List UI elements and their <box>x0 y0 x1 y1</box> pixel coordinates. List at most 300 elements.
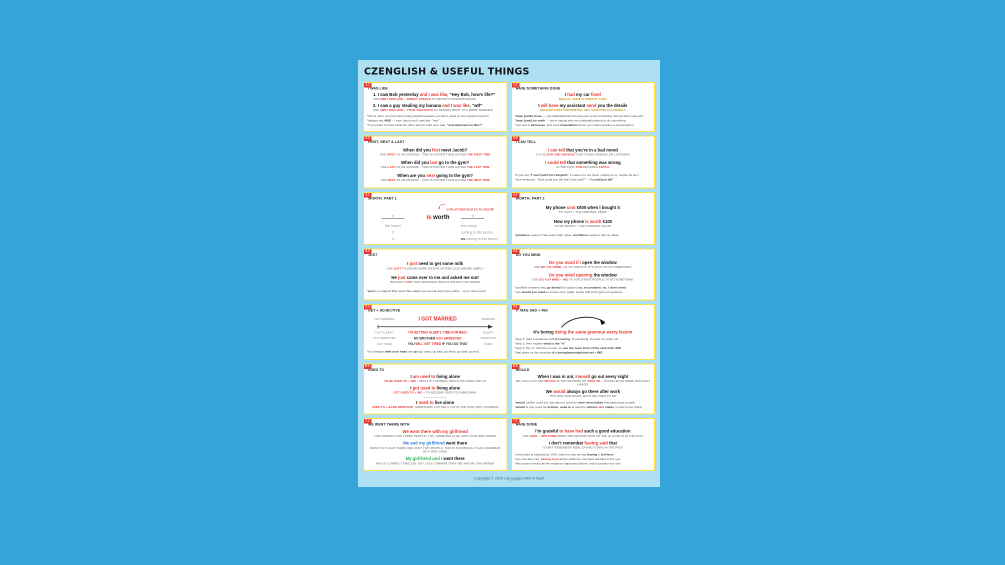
text-segment: means it has super high value, <box>529 233 574 238</box>
text-segment: + <box>403 98 407 102</box>
text-segment: WOULD <box>544 379 556 383</box>
text-segment: Do you mind if I <box>549 260 581 266</box>
example <box>515 205 651 215</box>
example <box>515 329 651 334</box>
worth-subject-cell <box>369 237 417 241</box>
box-we-went-there-with <box>363 418 507 471</box>
text-segment: It’s boring <box>533 329 555 335</box>
text-segment: USE <box>534 266 541 270</box>
text-segment: going to the gym? <box>435 172 474 178</box>
text-segment: + <box>403 108 407 112</box>
text-segment: + <box>537 434 541 438</box>
text-segment: that something was wrong <box>565 160 621 165</box>
text-segment: * <box>367 289 369 293</box>
example-sentence <box>515 273 651 278</box>
text-segment: , and even <box>545 123 561 128</box>
text-segment: would <box>553 388 566 394</box>
worth-subject-cell <box>369 215 417 220</box>
text-segment: IN THE PAST <box>556 166 576 170</box>
text-segment: My phone <box>545 204 567 210</box>
text-segment: DIRECT SPEECH <box>406 98 431 102</box>
text-segment: no, no problem <box>578 285 601 290</box>
text-segment: the window <box>592 272 617 278</box>
worth-annotation <box>369 202 501 211</box>
footnotes <box>515 286 651 295</box>
text-segment: use the noun form of the verb with -ING <box>562 346 622 350</box>
text-segment: THIS IS ‘CORRECT ENGLISH’ BUT LESS COMMON THAN ‘ME AND MY GIRLFRIEND’ <box>375 462 495 466</box>
text-segment: always go there after work <box>565 388 621 394</box>
text-segment: that <box>607 440 617 446</box>
text-segment: ING <box>562 278 569 282</box>
curved-arrow <box>515 315 651 329</box>
text-segment: it <box>392 230 394 235</box>
box-number-tag: 5.2 <box>513 304 518 309</box>
example-sentence <box>515 429 651 434</box>
text-segment: THE NEXT TIME <box>467 178 490 182</box>
example-sentence <box>367 386 503 391</box>
example <box>367 275 503 285</box>
box-header: DO YOU MIND <box>515 253 541 257</box>
worth-object-cell <box>459 215 501 220</box>
text-segment: meet Jacob? <box>440 147 468 153</box>
example-sentence <box>515 92 651 97</box>
box-i-was-like <box>363 82 507 132</box>
text-segment: *can use in <box>514 123 531 128</box>
text-segment: I <box>564 91 568 97</box>
example-caption <box>373 109 503 113</box>
box-have-done <box>511 418 655 471</box>
box-content <box>367 427 503 468</box>
text-segment: We went there with my girlfriend <box>402 428 468 434</box>
footnotes <box>515 401 651 410</box>
text-segment: send <box>586 102 597 108</box>
text-segment: living alone <box>435 374 460 380</box>
text-segment: USED TO <box>587 379 601 383</box>
text-segment: I <box>410 374 413 380</box>
text-segment: → we’re saying who we told/paid/ordered to do something <box>545 119 626 123</box>
text-segment: (have your team prepare a presentation) <box>577 123 634 128</box>
text-segment: He <box>391 274 399 280</box>
box-header: WE WENT THERE WITH <box>368 423 410 427</box>
text-segment: having seen <box>540 457 559 461</box>
scale-endpoint-label: NOT ARRESTED <box>373 337 396 341</box>
box-content <box>515 91 651 129</box>
example-caption <box>515 153 651 157</box>
text-segment: DO YOU MIND <box>539 278 560 282</box>
text-segment: this lesson <box>384 224 402 228</box>
curved-arrow-icon <box>555 315 610 329</box>
text-segment: NECHAL JSEM SI OPRAVIT AUTO <box>558 98 607 102</box>
text-segment: *possible answers: <box>514 285 542 290</box>
text-segment: is a magical filler word that makes you sound way more native – try to use it a lot! <box>373 289 486 293</box>
text-segment: , <box>558 405 560 410</box>
text-segment: I’M GETTING SLEEPY, TIME FOR BED! <box>408 331 467 335</box>
text-segment: (for actions) <box>560 285 579 290</box>
text-segment: 2. I saw a guy stealing my banana <box>373 102 443 108</box>
text-segment: imperatives <box>560 123 578 128</box>
example <box>515 389 651 399</box>
text-segment: THE FIRST TIME <box>467 153 491 157</box>
example-caption <box>515 225 651 229</box>
example-caption <box>367 380 503 384</box>
text-segment: it <box>392 237 394 241</box>
example-sentence <box>367 147 503 152</box>
text-segment: is worth <box>585 218 602 224</box>
example <box>515 219 651 229</box>
footnotes <box>515 174 651 183</box>
text-segment: *if you say <box>514 173 530 178</box>
text-segment: opening <box>575 272 593 278</box>
text-segment: “I could just tell” <box>589 178 614 182</box>
text-segment: TO BE USED TO + ING <box>384 380 416 384</box>
text-segment: GOT ARRESTED <box>436 336 462 341</box>
example-sentence <box>367 441 503 446</box>
example-sentence <box>367 374 503 379</box>
text-segment: would <box>577 373 591 379</box>
example-sentence <box>515 205 651 210</box>
text-segment: it’s boring <box>555 337 571 341</box>
text-segment: need to get some milk <box>417 261 463 267</box>
example-sentence <box>515 440 651 445</box>
copyright-line: Copyright © 2020 Languages With A Twist <box>473 476 545 481</box>
text-segment: it’s boring/amazing/nice/sad + ING <box>552 350 603 355</box>
box-worth-part-1 <box>363 192 507 245</box>
box-content <box>515 201 651 242</box>
example-caption <box>373 98 503 102</box>
text-segment: it <box>471 214 474 218</box>
text-segment: worthless <box>573 233 588 238</box>
text-segment: (go crazy, go bald, go blind, go deaf, go red) <box>417 349 479 354</box>
text-segment: no, I don’t mind <box>602 285 626 290</box>
box-number-tag: 2.2 <box>513 136 518 140</box>
text-segment: I GOT MARRIED <box>418 316 457 323</box>
box-worth-part-2 <box>511 192 655 245</box>
text-segment: + <box>559 278 563 282</box>
text-segment: such a good education <box>582 428 631 434</box>
example <box>367 456 503 466</box>
example <box>367 160 503 170</box>
example-caption <box>367 435 503 439</box>
worth-table <box>369 212 501 241</box>
footnotes <box>515 115 651 128</box>
box-number-tag: 2.1 <box>365 136 370 140</box>
text-segment: *step 3: the “it” must be a noun, so <box>514 346 563 350</box>
text-segment: USE <box>380 166 388 170</box>
text-segment: that you’re in a bad mood <box>564 147 618 153</box>
text-segment: go <box>413 349 418 354</box>
boxes-grid <box>363 82 655 471</box>
text-segment: JUST FROM LOOKING OR LISTENING <box>575 153 630 157</box>
box-content <box>515 258 651 298</box>
text-segment: ; SOMETHING YOU DID A LOT IN THE PAST, NOT ANYMORE <box>412 406 499 410</box>
text-segment: BECOMES <box>582 166 599 170</box>
footnote <box>367 289 503 293</box>
box-its-sad-ing <box>511 304 655 360</box>
text-segment: “I can’t tell if he’s English” <box>529 173 569 178</box>
text-segment: my car <box>574 91 591 97</box>
footnote <box>515 290 651 294</box>
example <box>515 273 651 283</box>
text-segment: NOW IT IS CLEAR THERE ARE ONLY TWO PEOPLE, THIS IS TECHNICALLY BAD GRAMMAR BUT VERY USED <box>369 446 501 454</box>
text-segment: got used to <box>412 385 436 391</box>
example-sentence <box>367 400 503 405</box>
box-header: JUST <box>368 253 378 257</box>
text-segment: used to <box>559 405 571 410</box>
text-segment: YOU <box>407 342 416 347</box>
scale-arrow <box>368 324 502 329</box>
text-segment: it means it’s not clear, maybe he is, maybe he isn’t <box>568 173 639 178</box>
text-segment: would you mind <box>521 290 546 294</box>
example-sentence <box>515 219 651 224</box>
text-segment: – SAYING WHAT WERE OUR PAST HABITS <box>577 379 651 387</box>
text-segment: IT IS <box>535 153 544 157</box>
text-segment: USED TO + BARE INFINITIVE <box>371 406 413 410</box>
text-segment: just <box>409 261 418 267</box>
text-segment: AS AN ADVERB – THIS IS FASTER THAN SAYING <box>395 166 468 170</box>
box-content <box>367 145 503 186</box>
box-content <box>367 373 503 412</box>
box-header: I CAN TELL <box>515 140 536 144</box>
text-segment: would <box>515 405 525 410</box>
example-caption <box>515 395 651 399</box>
text-segment: *for changes <box>367 349 386 354</box>
curved-arrow-icon <box>437 202 445 211</box>
footnote <box>367 350 503 354</box>
box-i-can-tell <box>511 136 655 189</box>
example-sentence <box>515 147 651 152</box>
text-segment: WILL GET TIRED <box>415 342 442 347</box>
text-segment: short-term habits <box>577 401 604 405</box>
example <box>367 441 503 455</box>
box-header: FIRST, NEXT & LAST <box>368 140 405 144</box>
poster <box>358 60 660 487</box>
text-segment: am used to <box>412 374 436 380</box>
footnote <box>515 406 651 410</box>
text-segment: it <box>392 214 394 218</box>
scale-row-sentence <box>401 331 474 335</box>
text-segment: = WHAT IS A NORMAL REGULAR THING FOR US <box>415 380 487 384</box>
poster-title: CZENGLISH & USEFUL THINGS <box>364 66 530 77</box>
text-segment: GET USED TO + ING <box>393 391 423 395</box>
text-segment: used to <box>418 400 434 406</box>
example <box>515 374 651 388</box>
section-divider <box>424 397 447 398</box>
text-segment: I DON’T REMEMBER NOW, SAYING IT WAS IN THE PAST <box>542 446 624 450</box>
text-segment: CAN <box>575 166 583 170</box>
scale-endpoint-label: SLEEPY <box>482 331 494 335</box>
text-segment: When did you <box>403 147 433 153</box>
text-segment: is only used for <box>524 405 548 410</box>
text-segment: live alone <box>433 400 455 406</box>
text-segment: the money <box>461 224 477 228</box>
box-used-to <box>363 364 507 415</box>
text-segment: no, go ahead <box>541 285 561 290</box>
box-header: HAVE SOMETHING DONE <box>515 87 561 91</box>
text-segment: AS AN ADVERB – THIS IS FASTER THAN SAYING <box>395 178 468 182</box>
text-segment: would <box>515 401 525 405</box>
text-segment: THE LAST TIME <box>467 166 490 170</box>
example-caption <box>367 267 503 271</box>
text-segment: I’m grateful <box>535 428 560 434</box>
text-segment: IF <box>564 266 568 270</box>
text-segment: have [smth] done <box>515 114 542 119</box>
example <box>367 261 503 271</box>
text-segment: JUST <box>393 267 402 271</box>
text-segment: , “Hey Bob, how’s life?” <box>447 91 496 97</box>
example-sentence <box>373 92 503 97</box>
box-header: WORTH: PART 1 <box>368 197 397 201</box>
text-segment: USE <box>532 278 540 282</box>
box-number-tag: 6.1 <box>365 364 370 368</box>
worth-subject-cell <box>369 224 417 228</box>
example <box>515 160 651 170</box>
text-segment: CLEAR AND OBVIOUS <box>543 153 576 157</box>
text-segment: TO SOUND MORE NATIVE, IN THIS CASE MEANS SIMPLY <box>401 267 484 271</box>
footnotes <box>367 289 503 293</box>
example <box>367 386 503 396</box>
text-segment: JUST <box>404 280 413 284</box>
text-segment: I don’t remember <box>548 440 585 446</box>
text-segment: TO REPORT WHAT YOU WERE THINKING <box>432 108 493 112</box>
example <box>515 147 651 157</box>
box-header: I WAS LIKE <box>368 87 388 91</box>
text-segment: * <box>514 405 516 410</box>
box-content <box>367 258 503 298</box>
example-caption <box>367 179 503 183</box>
worth-diagram <box>367 202 503 241</box>
text-segment: USE <box>373 98 380 102</box>
example <box>367 173 503 183</box>
text-segment: first <box>432 147 441 153</box>
example-caption <box>515 98 651 102</box>
get-adjective-scale <box>367 317 503 347</box>
box-content <box>515 373 651 412</box>
text-segment: cost <box>566 204 576 210</box>
text-segment: USE <box>380 178 388 182</box>
worth-object-cell <box>459 237 501 241</box>
box-number-tag: 5.1 <box>365 304 370 309</box>
text-segment: USE <box>522 434 530 438</box>
text-segment: My girlfriend and I <box>405 456 443 462</box>
example-sentence <box>515 389 651 394</box>
text-segment: *use <box>514 290 522 294</box>
text-segment: coming to this lesson <box>465 237 498 241</box>
box-content <box>367 91 503 129</box>
text-segment: is <box>426 213 432 221</box>
text-segment: , <box>600 285 603 290</box>
text-segment: THIS SENTENCE WOULD SOUND A BIT WEIRD <box>412 280 481 284</box>
example-sentence <box>515 260 651 265</box>
text-segment: *step 2: then explain <box>514 341 544 346</box>
text-segment: *that gives us the structure <box>514 350 553 355</box>
example-caption <box>367 166 503 170</box>
text-segment: MY BROTHER <box>413 336 437 341</box>
text-segment: (unlike ‘used to’) can also be used for <box>524 401 578 405</box>
text-segment: I <box>538 102 541 108</box>
box-header: WORTH: PART 2 <box>515 197 545 201</box>
text-segment: , it’s amazing, it’s sad, it’s scary etc <box>570 337 619 341</box>
text-segment: *step 1: start a sentence with <box>514 337 556 341</box>
box-get-adjective <box>363 304 507 360</box>
text-segment: living alone <box>435 385 461 391</box>
text-segment: USE <box>373 108 380 112</box>
text-segment: *this is more common than using say/tell because you don’t need to use reported speech <box>367 114 489 119</box>
text-segment: doing the same grammar every lesson <box>554 329 633 335</box>
worth-object-cell <box>459 231 501 235</box>
example-sentence <box>367 275 503 280</box>
text-segment: DO YOU MIND <box>540 266 562 270</box>
text-segment: came over to me and asked me out! <box>405 274 479 280</box>
scale-endpoint-label: NOT MARRIED <box>374 317 395 321</box>
text-segment: have [smb] do smth <box>515 119 546 123</box>
text-segment: When did you <box>401 160 431 166</box>
text-segment: went there <box>444 440 468 446</box>
example-caption <box>515 266 651 270</box>
scale-endpoint-label: NOT TIRED <box>376 342 393 346</box>
text-segment: THIS WAS OUR HABIT, WHAT WE USED TO DO <box>549 394 617 398</box>
example-caption <box>515 380 651 388</box>
example-sentence <box>367 261 503 266</box>
box-header: IT WAS SAD + ING <box>515 309 548 313</box>
text-segment: last <box>430 160 438 166</box>
scale-endpoint-label: ARRESTED <box>480 337 497 341</box>
text-segment: IN THE MEANING OF <box>555 379 588 383</box>
text-segment: When are you <box>397 172 427 178</box>
box-would <box>511 364 655 415</box>
text-segment: having said <box>584 440 608 446</box>
text-segment: → you told/paid/ordered someone to do something, but we don’t care who <box>541 114 644 119</box>
example <box>367 374 503 384</box>
text-segment: *this means seeing all the evidence happened before, and it sounds very nice <box>514 461 621 466</box>
box-number-tag: 7.2 <box>513 418 518 423</box>
box-number-tag: 4.2 <box>513 249 518 253</box>
text-segment: us <box>461 237 466 241</box>
text-segment: €100 <box>601 218 613 224</box>
example-sentence <box>515 103 651 108</box>
text-segment: TO CHECK IF IT’S OKAY TO DO SOMETHING <box>567 266 632 270</box>
underline-slot <box>382 215 405 220</box>
text-segment: TO COST = THE ORIGINAL PRICE <box>558 211 607 215</box>
text-segment: TO BE WORTH = THE CURRENT VALUE <box>554 224 612 228</box>
footnote <box>515 351 651 355</box>
text-segment: I <box>407 261 410 267</box>
text-segment: AND <box>384 119 391 123</box>
text-segment: actions <box>586 405 598 410</box>
example-caption <box>515 109 651 113</box>
example-caption <box>515 446 651 450</box>
text-segment: When I was in uni, I <box>537 373 578 379</box>
example-caption <box>515 435 651 439</box>
box-content <box>515 427 651 468</box>
text-segment: worth <box>431 213 450 221</box>
text-segment: and <box>598 405 605 410</box>
box-first-next-last <box>363 136 507 189</box>
footnote <box>367 124 503 128</box>
box-do-you-mind <box>511 249 655 301</box>
text-segment: AS AN ADVERB – THIS IS FASTER THAN SAYING <box>395 153 468 157</box>
poster-sheet <box>358 60 660 487</box>
worth-verb <box>426 213 449 220</box>
text-segment: AND I WAS LIKE <box>379 98 404 102</box>
text-segment: TO ASK OTHER PEOPLE TO DO SOMETHING <box>568 278 634 282</box>
text-segment: NEXT <box>387 178 396 182</box>
text-segment: “and what was he like?” <box>446 123 483 128</box>
text-segment: WITHOUT <box>390 280 405 284</box>
text-segment: * <box>514 114 516 119</box>
example <box>515 92 651 102</box>
text-segment: *remember is followed by -ING, which is why we say <box>514 452 588 457</box>
text-segment: 3RD FORM <box>540 434 557 438</box>
